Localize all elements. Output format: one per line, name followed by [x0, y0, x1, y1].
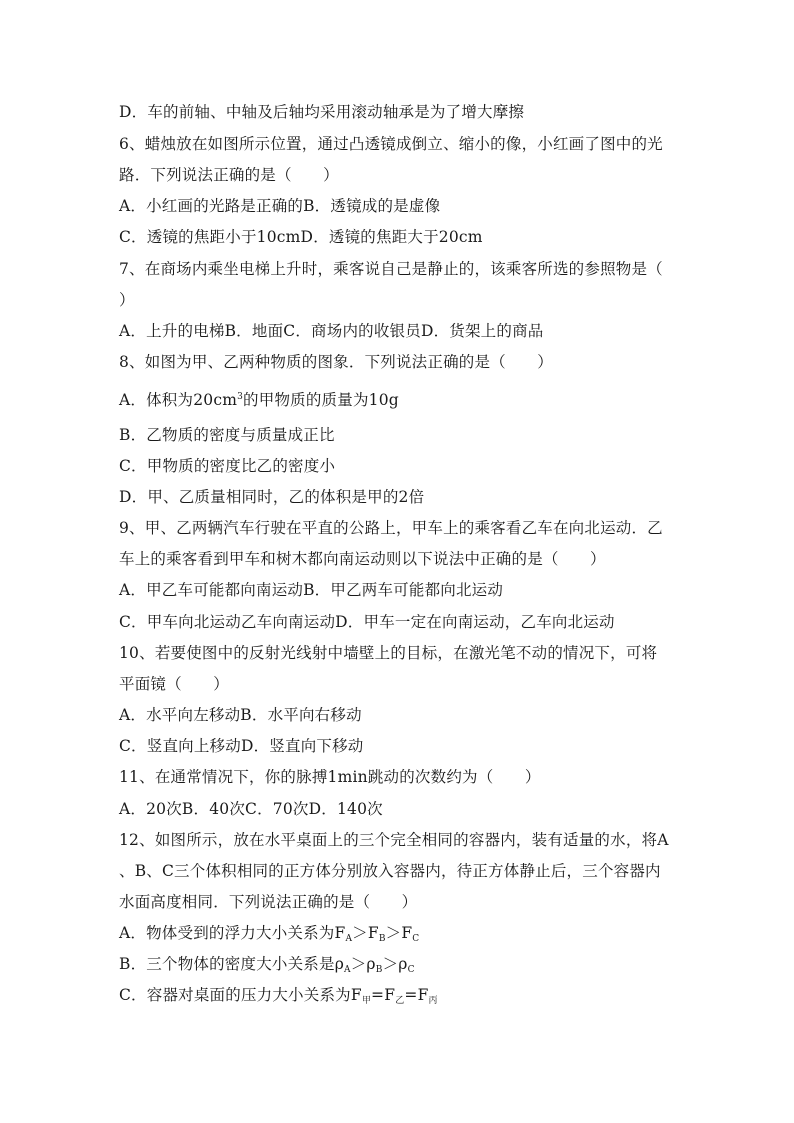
q10-stem-line1: 10、若要使图中的反射光线射中墙壁上的目标，在激光笔不动的情况下，可将 — [119, 644, 658, 662]
q12-stem-line2: 、B、C三个体积相同的正方体分别放入容器内，待正方体静止后，三个容器内 — [119, 862, 661, 880]
q11-stem: 11、在通常情况下，你的脉搏1min跳动的次数约为（ ） — [119, 768, 541, 786]
q8-option-d: D．甲、乙质量相同时，乙的体积是甲的2倍 — [119, 488, 425, 506]
q6-stem-line2: 路．下列说法正确的是（ ） — [119, 166, 339, 184]
q7-stem-line1: 7、在商场内乘坐电梯上升时，乘客说自己是静止的，该乘客所选的参照物是（ — [119, 260, 663, 278]
q9-stem-line2: 车上的乘客看到甲车和树木都向南运动则以下说法中正确的是（ ） — [119, 550, 606, 568]
q7-options: A．上升的电梯B．地面C．商场内的收银员D．货架上的商品 — [119, 322, 544, 340]
q10-options-cd: C．竖直向上移动D．竖直向下移动 — [119, 737, 364, 755]
q9-stem-line1: 9、甲、乙两辆汽车行驶在平直的公路上，甲车上的乘客看乙车在向北运动．乙 — [119, 519, 663, 537]
q6-options-ab: A．小红画的光路是正确的B．透镜成的是虚像 — [119, 197, 441, 215]
q8-option-c: C．甲物质的密度比乙的密度小 — [119, 457, 336, 475]
q12-option-b: B．三个物体的密度大小关系是$\rho_A>\rho_B>\rho_C$ — [119, 955, 415, 975]
q8-option-a: A．体积为$20cm^3$的甲物质的质量为10g — [119, 391, 399, 409]
q6-stem-line1: 6、蜡烛放在如图所示位置，通过凸透镜成倒立、缩小的像，小红画了图中的光 — [119, 135, 663, 153]
q9-options-cd: C．甲车向北运动乙车向南运动D．甲车一定在向南运动，乙车向北运动 — [119, 613, 615, 631]
q7-stem-line2: ） — [119, 291, 135, 309]
q11-options: A．20次B．40次C．70次D．140次 — [119, 800, 383, 818]
q12-option-c: C．容器对桌面的压力大小关系为$F_甲=F_乙=F_丙$ — [119, 986, 438, 1006]
q8-option-b: B．乙物质的密度与质量成正比 — [119, 426, 335, 444]
q5-option-d: D．车的前轴、中轴及后轴均采用滚动轴承是为了增大摩擦 — [119, 103, 525, 121]
q12-stem-line1: 12、如图所示，放在水平桌面上的三个完全相同的容器内，装有适量的水，将A — [119, 831, 669, 849]
q10-options-ab: A．水平向左移动B．水平向右移动 — [119, 706, 362, 724]
q9-options-ab: A．甲乙车可能都向南运动B．甲乙两车可能都向北运动 — [119, 581, 504, 599]
q6-options-cd: C．透镜的焦距小于10cmD．透镜的焦距大于20cm — [119, 228, 483, 246]
q10-stem-line2: 平面镜（ ） — [119, 675, 229, 693]
q12-option-a: A．物体受到的浮力大小关系为$F_A>F_B>F_C$ — [119, 924, 420, 944]
q12-stem-line3: 水面高度相同．下列说法正确的是（ ） — [119, 893, 418, 911]
q8-stem: 8、如图为甲、乙两种物质的图象．下列说法正确的是（ ） — [119, 353, 553, 371]
